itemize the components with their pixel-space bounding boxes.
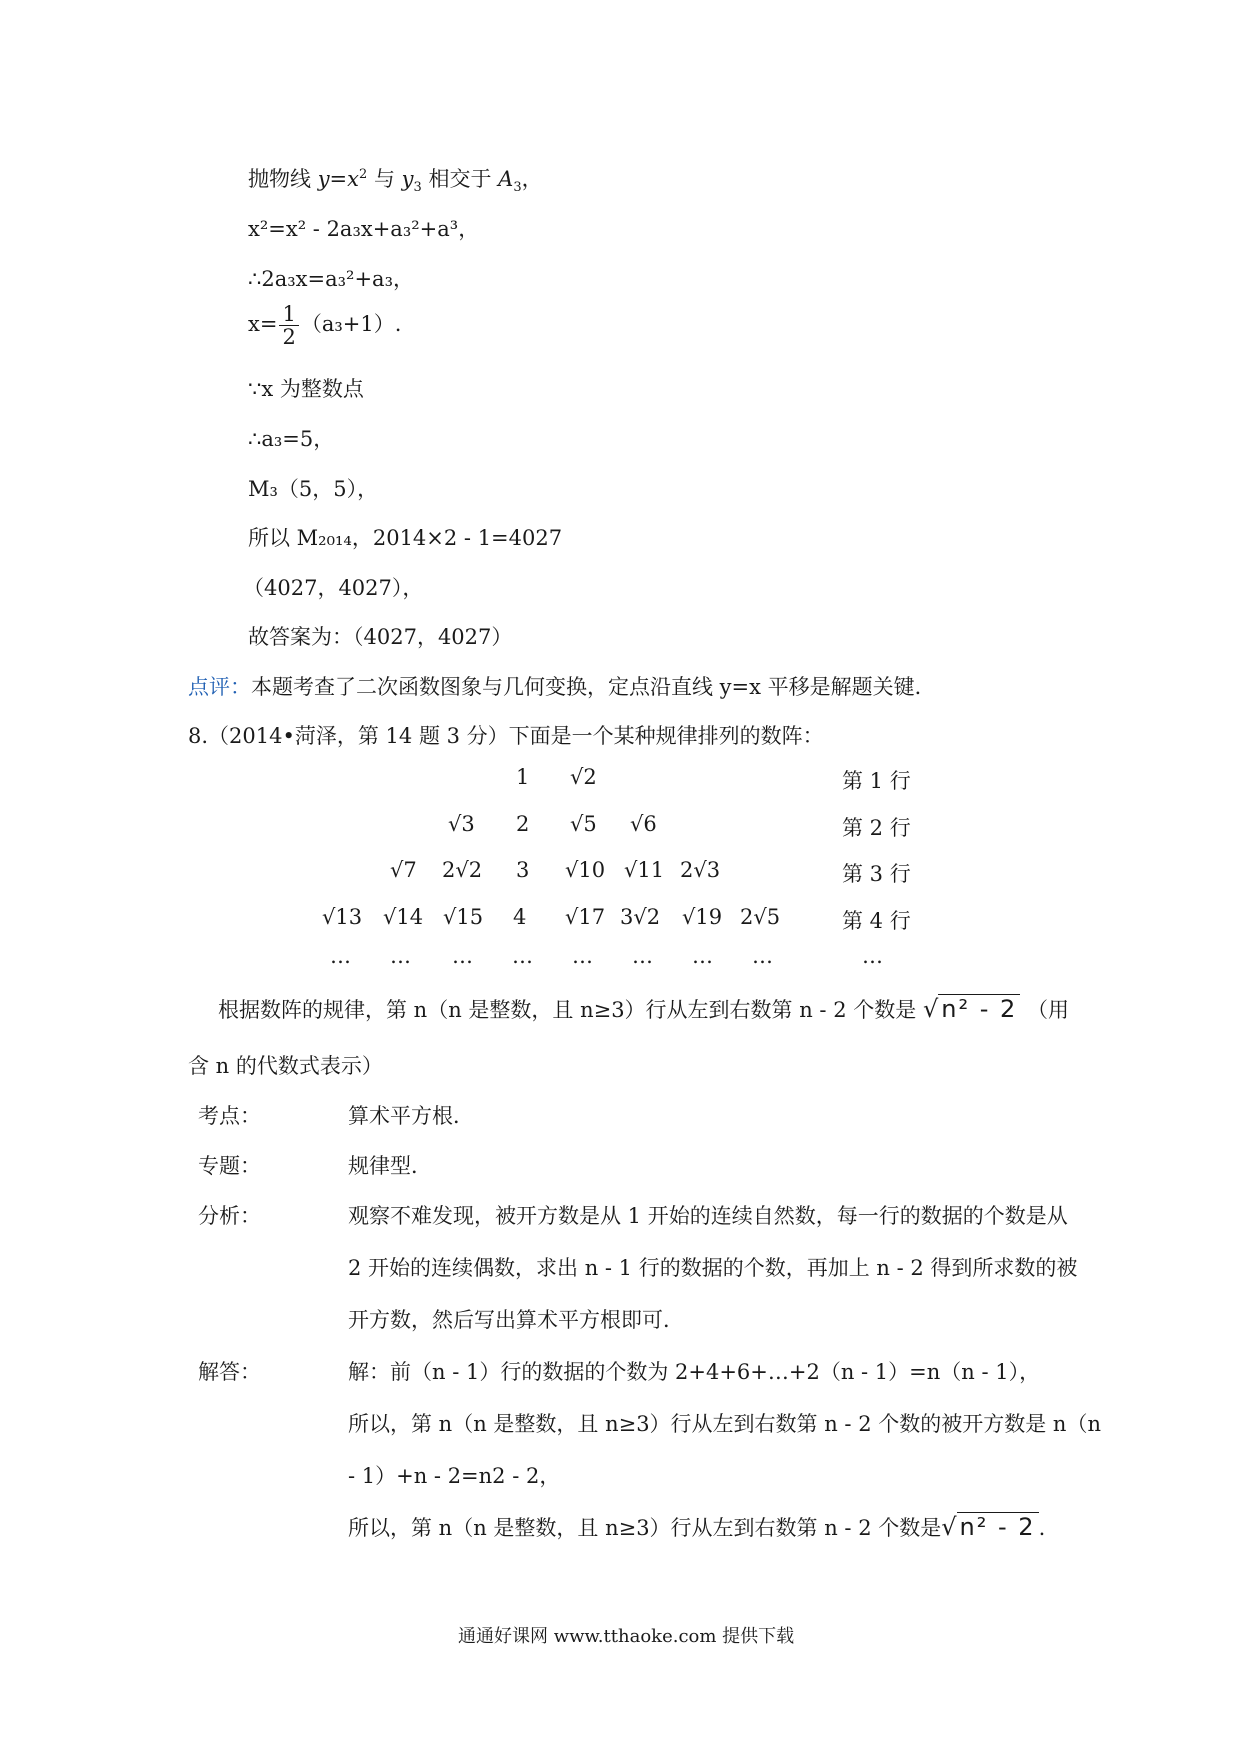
array-cell: 3 (516, 858, 530, 882)
array-dots: … (452, 944, 473, 968)
array-cell: 2 (516, 812, 530, 836)
comment-label: 点评： (188, 675, 251, 699)
array-dots: … (330, 944, 351, 968)
array-cell: 2√5 (740, 905, 781, 929)
page-footer: 通通好课网 www.tthaoke.com 提供下载 (458, 1626, 795, 1647)
fenxi-label: 分析： (198, 1204, 261, 1228)
array-dots: … (752, 944, 773, 968)
fenxi-line-2: 2 开始的连续偶数，求出 n - 1 行的数据的个数，再加上 n - 2 得到所求数的被 (348, 1256, 1078, 1280)
array-cell: √14 (383, 905, 424, 929)
zhuanti-label: 专题： (198, 1154, 261, 1178)
array-cell: √6 (630, 812, 657, 836)
fenxi-line-1: 观察不难发现，被开方数是从 1 开始的连续自然数，每一行的数据的个数是从 (348, 1204, 1068, 1228)
array-cell: √2 (570, 765, 597, 789)
solution-line-5: ∵x 为整数点 (248, 377, 364, 401)
array-cell: 2√2 (442, 858, 483, 882)
jieda-line-1: 解：前（n - 1）行的数据的个数为 2+4+6+…+2（n - 1）=n（n - 1）， (348, 1360, 1041, 1384)
kaodian-text: 算术平方根． (348, 1104, 474, 1128)
question-line-2: 含 n 的代数式表示） (188, 1054, 383, 1078)
array-cell: 4 (513, 905, 527, 929)
zhuanti-text: 规律型． (348, 1154, 432, 1178)
array-cell: 1 (516, 765, 530, 789)
array-cell: √7 (390, 858, 417, 882)
array-cell: √13 (322, 905, 363, 929)
array-cell: √17 (565, 905, 606, 929)
jieda-label: 解答： (198, 1360, 261, 1384)
jieda-line-4: 所以，第 n（n 是整数，且 n≥3）行从左到右数第 n - 2 个数是√ n² - 2 . (348, 1513, 1046, 1541)
solution-line-7: M₃（5，5）， (248, 477, 379, 501)
array-cell: √15 (443, 905, 484, 929)
jieda-line-3: - 1）+n - 2=n2 - 2， (348, 1464, 561, 1488)
array-cell: 2√3 (680, 858, 721, 882)
array-row-label: 第 4 行 (842, 909, 911, 933)
array-dots: … (632, 944, 653, 968)
array-row-label: 第 2 行 (842, 816, 911, 840)
array-cell: √19 (682, 905, 723, 929)
fenxi-line-3: 开方数，然后写出算术平方根即可． (348, 1308, 684, 1332)
kaodian-label: 考点： (198, 1104, 261, 1128)
array-cell: 3√2 (620, 905, 661, 929)
array-dots: … (512, 944, 533, 968)
array-row-label: 第 3 行 (842, 862, 911, 886)
array-dots: … (862, 944, 883, 968)
array-row-label: 第 1 行 (842, 769, 911, 793)
solution-line-3: ∴2a₃x=a₃²+a₃， (248, 267, 414, 291)
solution-line-1: 抛物线 $y=x^2$ 与 $y_3$ 相交于 $A_3$， (248, 167, 543, 196)
jieda-line-2: 所以，第 n（n 是整数，且 n≥3）行从左到右数第 n - 2 个数的被开方数是 n（n (348, 1412, 1101, 1436)
array-cell: √10 (565, 858, 606, 882)
solution-line-10: 故答案为：（4027，4027） (248, 625, 513, 649)
solution-line-6: ∴a₃=5， (248, 427, 335, 451)
problem-header: 8.（2014•菏泽，第 14 题 3 分）下面是一个某种规律排列的数阵： (188, 724, 824, 748)
array-cell: √5 (570, 812, 597, 836)
array-dots: … (692, 944, 713, 968)
array-cell: √3 (448, 812, 475, 836)
jieda-sqrt: √ n² - 2 (941, 1513, 1038, 1541)
answer-sqrt: √ n² - 2 (923, 995, 1020, 1023)
comment (188, 671, 936, 701)
question-line-1: 根据数阵的规律，第 n（n 是整数，且 n≥3）行从左到右数第 n - 2 个数是 √ n² - 2 （用 (218, 995, 1069, 1023)
array-dots: … (572, 944, 593, 968)
array-dots: … (390, 944, 411, 968)
comment-text: 本题考查了二次函数图象与几何变换，定点沿直线 y=x 平移是解题关键． (251, 675, 936, 699)
solution-line-4: x= $\frac{1}{2}$ （a₃+1）. (248, 302, 402, 349)
array-cell: √11 (624, 858, 665, 882)
solution-line-8: 所以 M₂₀₁₄，2014×2 - 1=4027 (248, 526, 563, 550)
fraction-one-half: $\frac{1}{2}$ (279, 303, 298, 348)
solution-line-2: x²=x² - 2a₃x+a₃²+a³， (248, 217, 480, 241)
solution-line-9: （4027，4027）， (243, 576, 424, 600)
